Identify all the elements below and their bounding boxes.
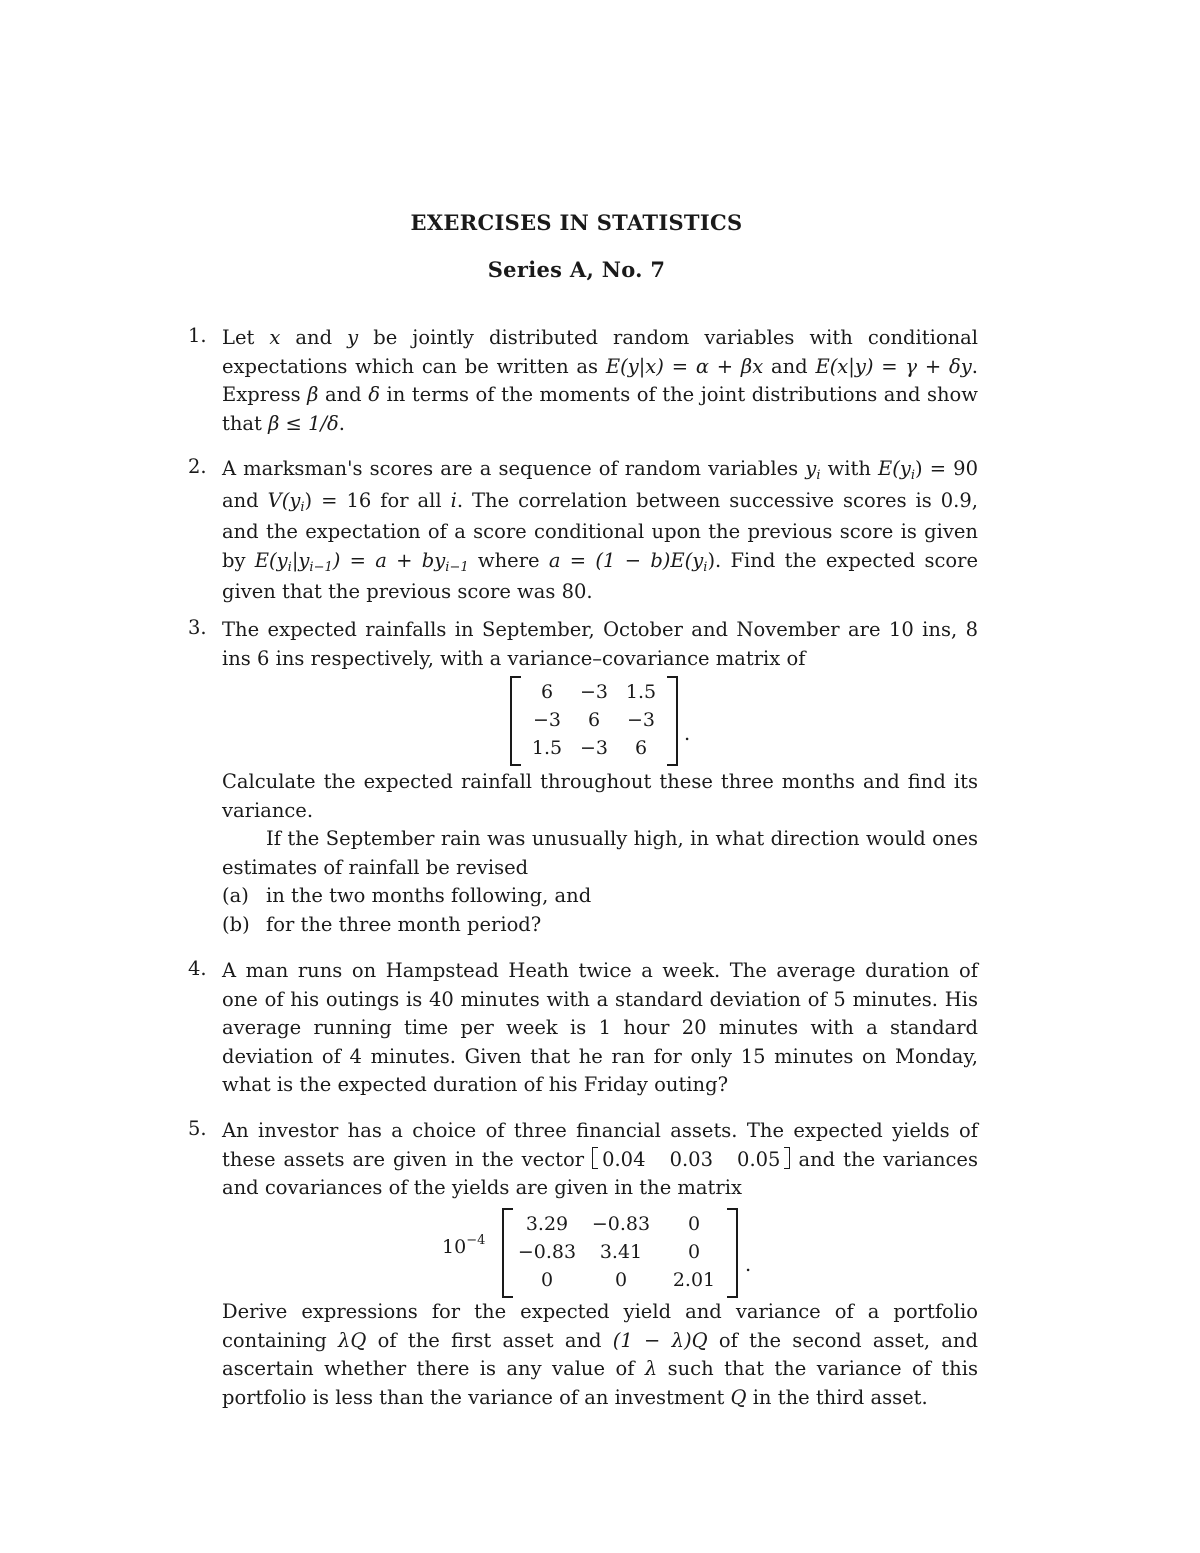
problem-number: 3. xyxy=(188,616,207,639)
matrix-cell: −3 xyxy=(579,737,608,759)
problem-5 xyxy=(188,1117,978,1203)
matrix-cell: 3.41 xyxy=(599,1241,643,1263)
problem-3 xyxy=(188,616,978,673)
problem-2 xyxy=(188,455,978,607)
problem-number: 5. xyxy=(188,1117,207,1140)
matrix-cell: 2.01 xyxy=(672,1269,716,1291)
covariance-matrix xyxy=(510,676,678,766)
problem-text: Let x and y be jointly distributed random variables with conditional expectations which can be written as E(y|x) = α + βx and E(x|y) = γ + δy. Express β and δ in terms of the moments of the joint distributions and show that β ≤ 1/δ. xyxy=(222,326,978,435)
matrix-cell: 0 xyxy=(614,1269,628,1291)
matrix-cell: −3 xyxy=(532,709,561,731)
problem-1 xyxy=(188,324,978,438)
right-bracket xyxy=(727,1208,738,1298)
matrix-scale: $10^{-4}$ xyxy=(442,1233,486,1258)
problem-text: A man runs on Hampstead Heath twice a week. The average duration of one of his outings is 40 minutes with a standard deviation of 5 minutes. His average running time per week is 1 hour 20 minutes with a standard deviation of 4 minutes. Given that he ran for only 15 minutes on Monday, what is the expected duration of his Friday outing? xyxy=(222,959,978,1096)
matrix-end: . xyxy=(745,1253,752,1276)
problem-number: 1. xyxy=(188,324,207,347)
matrix-cell: 6 xyxy=(587,709,601,731)
matrix-cell: −3 xyxy=(579,681,608,703)
problem-text: If the September rain was unusually high, in what direction would ones estimates of rainfall be revised xyxy=(222,827,978,879)
yield-covariance-matrix xyxy=(502,1208,738,1298)
matrix-cell: 0 xyxy=(687,1213,701,1235)
matrix-cell: 1.5 xyxy=(625,681,657,703)
matrix-cell: 6 xyxy=(634,737,648,759)
matrix-cell: 3.29 xyxy=(525,1213,569,1235)
right-bracket xyxy=(667,676,678,766)
list-item: (b) for the three month period? xyxy=(222,912,542,936)
problem-text: A marksman's scores are a sequence of random variables $y_i$ with $E(y_i) = 90$ and $V(y_i) = 16$ for all i. The correlation between successive scores is 0.9, and the expectation of a score conditional upon the previous score is given by $E(y_i|y_{i-1}) = a + by_{i-1}$ where $a = (1 - b)E(y_i)$. Find the expected score given that the previous score was 80. xyxy=(222,457,978,603)
list-item: (a) in the two months following, and xyxy=(222,884,592,907)
problem-text: Calculate the expected rainfall throughout these three months and find its variance. xyxy=(222,770,978,822)
matrix-cell: 0 xyxy=(540,1269,554,1291)
problem-3-continued xyxy=(188,768,978,939)
matrix-cell: −0.83 xyxy=(517,1241,577,1263)
page-title: EXERCISES IN STATISTICS xyxy=(410,210,743,235)
matrix-end: . xyxy=(684,722,691,745)
problem-text: An investor has a choice of three financial assets. The expected yields of these assets are given in the vector 0.04 0.03 0.05 and the variances and covariances of the yields are given in the matrix xyxy=(222,1119,978,1199)
problem-number: 4. xyxy=(188,957,207,980)
matrix-cell: 1.5 xyxy=(531,737,563,759)
left-bracket xyxy=(502,1208,513,1298)
problem-text: Derive expressions for the expected yield and variance of a portfolio containing λQ of the first asset and (1 − λ)Q of the second asset, and ascertain whether there is any value of λ such that the variance of this portfolio is less than the variance of an investment Q in the third asset. xyxy=(222,1300,978,1409)
matrix-cell: 0 xyxy=(687,1241,701,1263)
matrix-cell: −3 xyxy=(626,709,655,731)
left-bracket xyxy=(510,676,521,766)
problem-text: The expected rainfalls in September, October and November are 10 ins, 8 ins 6 ins respectively, with a variance–covariance matrix of xyxy=(222,618,978,670)
page-subtitle: Series A, No. 7 xyxy=(487,257,666,282)
matrix-cell: 6 xyxy=(540,681,554,703)
problem-5-continued xyxy=(188,1298,978,1412)
problem-number: 2. xyxy=(188,455,207,478)
problem-4 xyxy=(188,957,978,1100)
matrix-cell: −0.83 xyxy=(591,1213,651,1235)
